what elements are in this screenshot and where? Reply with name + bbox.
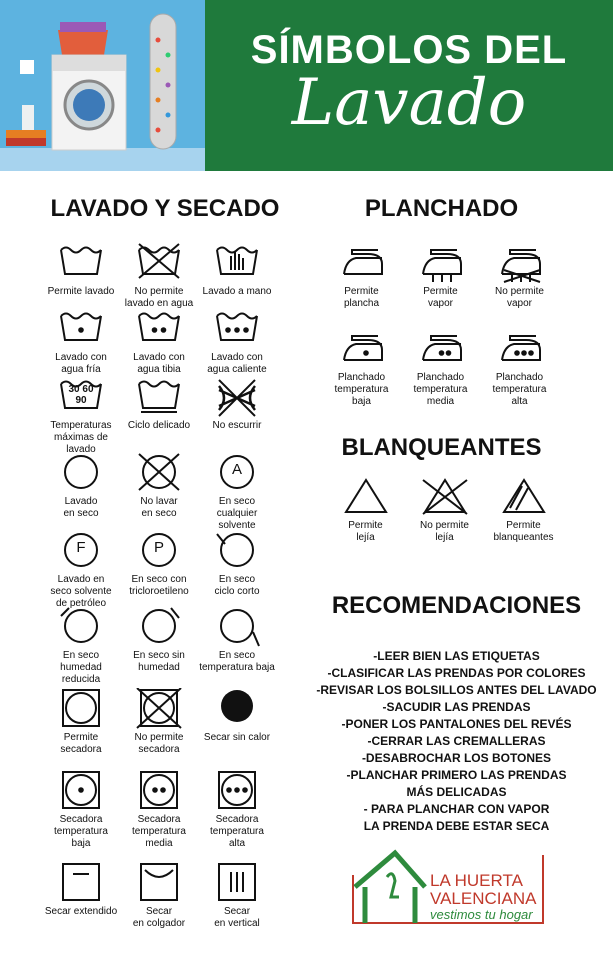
symbol-item bbox=[326, 476, 405, 544]
dry-hang-icon bbox=[135, 862, 183, 904]
symbol-label: No permite lavado en agua bbox=[124, 286, 194, 309]
logo-text-line2: VALENCIANA bbox=[430, 889, 537, 908]
dry-flat-icon bbox=[57, 862, 105, 904]
logo-text-line1: LA HUERTA bbox=[430, 871, 523, 890]
symbol-item bbox=[322, 242, 401, 310]
circle-lowtemp-icon bbox=[213, 606, 261, 648]
recommendation-item: - PARA PLANCHAR CON VAPOR LA PRENDA DEBE ESTAR SECA bbox=[363, 802, 550, 833]
recommendation-item: -CLASIFICAR LAS PRENDAS POR COLORES bbox=[327, 666, 586, 680]
symbol-label: Secar sin calor bbox=[203, 732, 271, 743]
symbol-item bbox=[120, 606, 198, 674]
laundry-illustration bbox=[0, 0, 205, 171]
symbol-label: Secar en colgador bbox=[132, 906, 186, 929]
triangle-icon bbox=[342, 476, 390, 518]
symbol-item bbox=[198, 606, 276, 674]
symbol-label: Permite plancha bbox=[343, 286, 380, 309]
symbol-item bbox=[120, 770, 198, 850]
recommendations-list bbox=[300, 648, 613, 835]
symbol-label: Lavado con agua tibia bbox=[133, 352, 185, 375]
tub-icon bbox=[57, 242, 105, 284]
symbol-item bbox=[198, 308, 276, 376]
symbol-label: Lavado en seco bbox=[63, 496, 99, 519]
symbol-label: Temperaturas máximas de lavado bbox=[50, 420, 112, 455]
logo-text-line3: vestimos tu hogar bbox=[430, 907, 533, 922]
symbol-item bbox=[198, 530, 276, 598]
symbol-label: Permite vapor bbox=[423, 286, 458, 309]
recommendation-item: -CERRAR LAS CREMALLERAS bbox=[367, 734, 546, 748]
iron-1dot-icon bbox=[338, 328, 386, 370]
symbol-item bbox=[198, 452, 276, 532]
symbol-letter: P bbox=[153, 539, 164, 556]
section-title-lavado: LAVADO Y SECADO bbox=[50, 195, 280, 222]
symbol-item bbox=[120, 452, 198, 520]
symbol-item bbox=[401, 328, 480, 408]
symbol-item bbox=[198, 688, 276, 744]
symbol-item bbox=[42, 688, 120, 756]
symbol-item bbox=[120, 862, 198, 930]
symbol-item bbox=[405, 476, 484, 544]
filled-circle-icon bbox=[213, 688, 261, 730]
dryer-3dot-icon bbox=[213, 770, 261, 812]
symbol-temps: 30 60 90 bbox=[68, 384, 94, 406]
symbol-item bbox=[42, 376, 120, 456]
symbol-item bbox=[120, 688, 198, 756]
symbol-item bbox=[322, 328, 401, 408]
circle-humid-icon bbox=[57, 606, 105, 648]
symbol-label: Lavado en seco solvente de petróleo bbox=[50, 574, 112, 609]
section-title-blanqueantes: BLANQUEANTES bbox=[341, 434, 542, 461]
symbol-label: Secadora temperatura alta bbox=[210, 814, 264, 849]
triangle-striped-icon bbox=[500, 476, 548, 518]
symbol-label: Planchado temperatura baja bbox=[334, 372, 389, 407]
symbol-label: En seco sin humedad bbox=[133, 650, 185, 673]
tub-3dot-icon bbox=[213, 308, 261, 350]
symbol-label: Lavado con agua fría bbox=[55, 352, 107, 375]
triangle-crossed-icon bbox=[421, 476, 469, 518]
symbol-item bbox=[198, 770, 276, 850]
symbol-item bbox=[42, 530, 120, 610]
symbol-item bbox=[42, 308, 120, 376]
symbol-label: No permite lejía bbox=[420, 520, 469, 543]
symbol-label: En seco cualquier solvente bbox=[216, 496, 258, 531]
symbol-item bbox=[198, 862, 276, 930]
symbol-item bbox=[42, 770, 120, 850]
symbol-item bbox=[120, 530, 198, 598]
tub-delicate-icon bbox=[135, 376, 183, 418]
symbol-label: Secadora temperatura media bbox=[132, 814, 186, 849]
tub-hand-icon bbox=[213, 242, 261, 284]
symbol-label: No permite secadora bbox=[134, 732, 184, 755]
iron-steam-icon bbox=[417, 242, 465, 284]
page-title: SÍMBOLOS DEL bbox=[250, 28, 568, 72]
tub-crossed-icon bbox=[135, 242, 183, 284]
recommendation-item: -LEER BIEN LAS ETIQUETAS bbox=[373, 649, 540, 663]
recommendation-item: -PONER LOS PANTALONES DEL REVÉS bbox=[341, 717, 572, 731]
iron-2dot-icon bbox=[417, 328, 465, 370]
no-wring-icon bbox=[213, 376, 261, 418]
tub-2dot-icon bbox=[135, 308, 183, 350]
recommendation-item: -SACUDIR LAS PRENDAS bbox=[382, 700, 531, 714]
symbol-item bbox=[401, 242, 480, 310]
circle-icon bbox=[57, 452, 105, 494]
symbol-item bbox=[42, 242, 120, 298]
recommendation-item: -PLANCHAR PRIMERO LAS PRENDAS MÁS DELICADAS bbox=[346, 768, 567, 799]
symbol-letter: A bbox=[231, 461, 242, 478]
symbol-label: En seco temperatura baja bbox=[199, 650, 275, 673]
section-title-planchado: PLANCHADO bbox=[364, 195, 519, 222]
iron-nosteam-icon bbox=[496, 242, 544, 284]
symbol-item bbox=[42, 862, 120, 918]
symbol-item bbox=[198, 376, 276, 432]
symbol-label: Secadora temperatura baja bbox=[54, 814, 108, 849]
dryer-1dot-icon bbox=[57, 770, 105, 812]
symbol-item bbox=[480, 328, 559, 408]
symbol-label: Permite blanqueantes bbox=[493, 520, 554, 543]
symbol-label: Lavado a mano bbox=[202, 286, 272, 297]
symbol-label: Permite lavado bbox=[47, 286, 115, 297]
circle-crossed-icon bbox=[135, 452, 183, 494]
symbol-item bbox=[484, 476, 563, 544]
symbol-label: Lavado con agua caliente bbox=[207, 352, 267, 375]
symbol-label: En seco ciclo corto bbox=[214, 574, 260, 597]
iron-3dot-icon bbox=[496, 328, 544, 370]
dry-vertical-icon bbox=[213, 862, 261, 904]
tub-1dot-icon bbox=[57, 308, 105, 350]
circle-nohumid-icon bbox=[135, 606, 183, 648]
dryer-2dot-icon bbox=[135, 770, 183, 812]
symbol-label: Permite lejía bbox=[348, 520, 383, 543]
symbol-item bbox=[120, 308, 198, 376]
symbol-label: Planchado temperatura media bbox=[413, 372, 468, 407]
symbol-letter: F bbox=[76, 539, 86, 556]
symbol-label: Ciclo delicado bbox=[127, 420, 191, 431]
page-title-script: Lavado bbox=[291, 66, 527, 140]
circle-short-icon bbox=[213, 530, 261, 572]
symbol-item bbox=[120, 376, 198, 432]
symbol-label: Planchado temperatura alta bbox=[492, 372, 547, 407]
symbol-label: En seco humedad reducida bbox=[60, 650, 102, 685]
recommendation-item: -DESABROCHAR LOS BOTONES bbox=[361, 751, 552, 765]
symbol-label: Permite secadora bbox=[60, 732, 102, 755]
symbol-label: No lavar en seco bbox=[140, 496, 178, 519]
symbol-label: No escurrir bbox=[212, 420, 262, 431]
symbol-item bbox=[120, 242, 198, 310]
section-title-recomendaciones: RECOMENDACIONES bbox=[331, 592, 582, 619]
iron-icon bbox=[338, 242, 386, 284]
symbol-item bbox=[42, 606, 120, 686]
dryer-icon bbox=[57, 688, 105, 730]
symbol-label: Secar extendido bbox=[44, 906, 118, 917]
symbol-label: Secar en vertical bbox=[214, 906, 260, 929]
symbol-item bbox=[42, 452, 120, 520]
symbol-label: No permite vapor bbox=[495, 286, 544, 309]
symbol-item bbox=[480, 242, 559, 310]
dryer-crossed-icon bbox=[135, 688, 183, 730]
symbol-label: En seco con tricloroetileno bbox=[129, 574, 189, 597]
recommendation-item: -REVISAR LOS BOLSILLOS ANTES DEL LAVADO bbox=[316, 683, 597, 697]
symbol-item bbox=[198, 242, 276, 298]
